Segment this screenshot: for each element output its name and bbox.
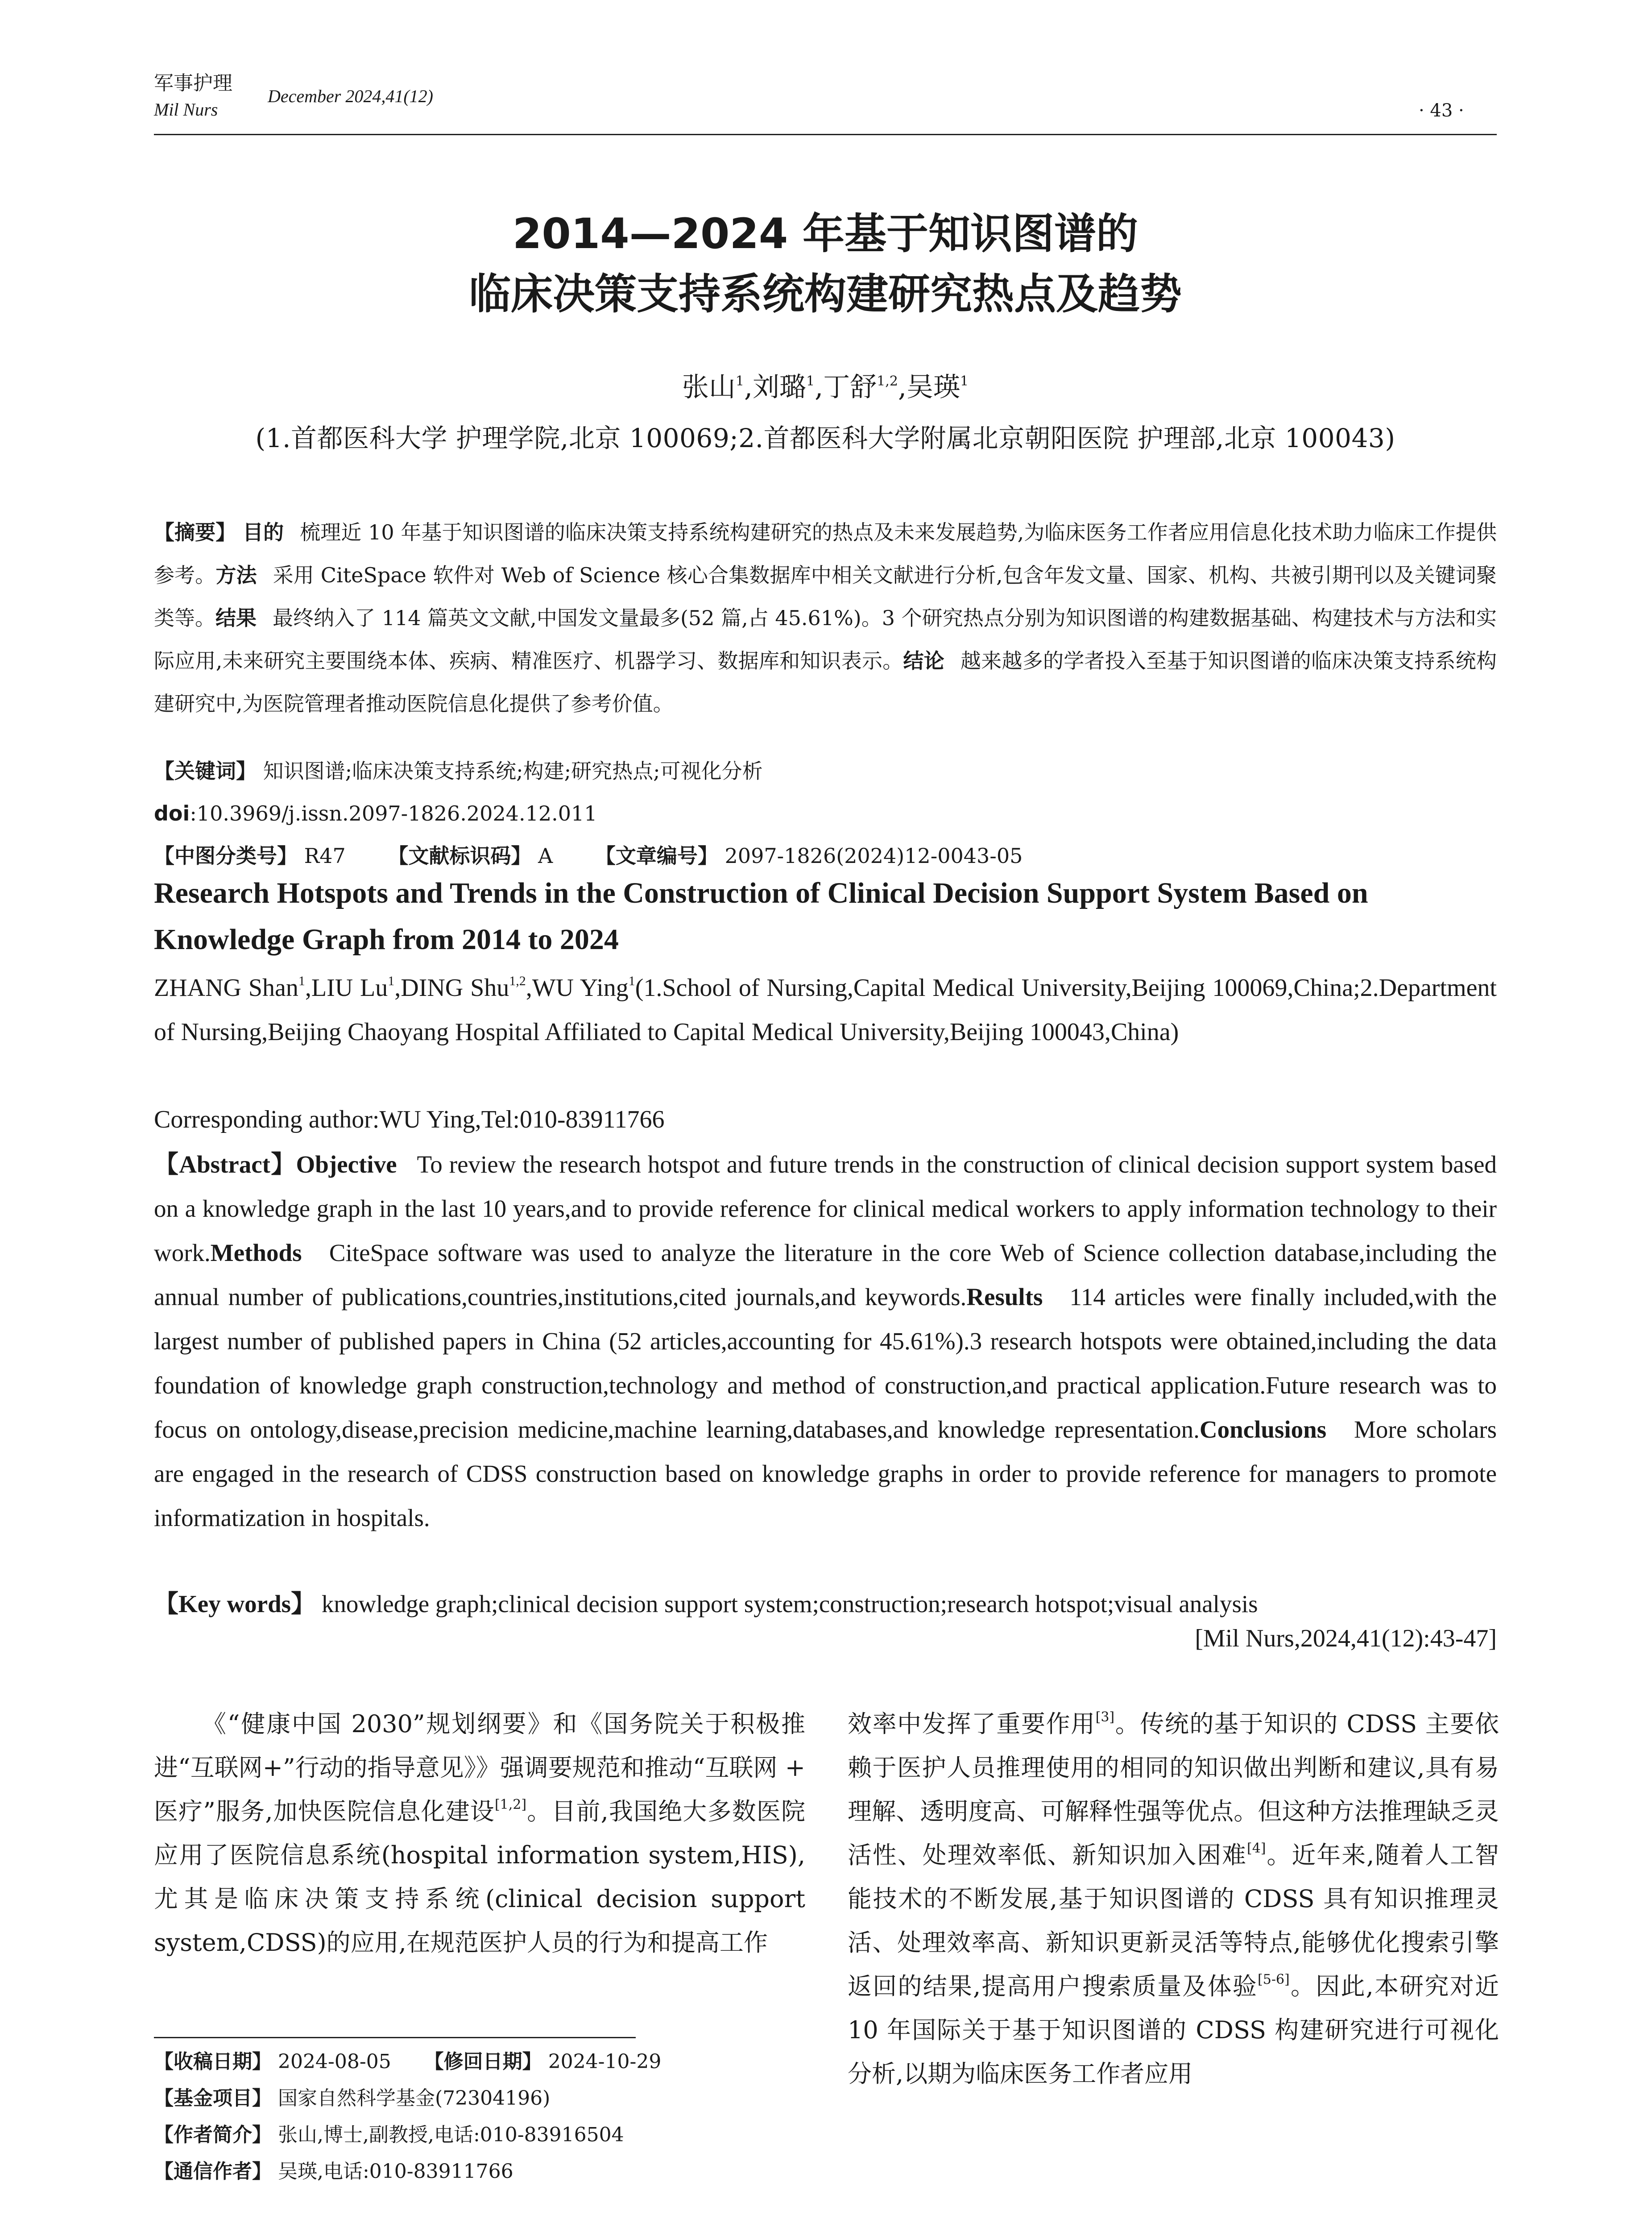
author-name-en: LIU Lu [311,974,388,1002]
reference-mark[interactable]: [4] [1246,1841,1266,1856]
doc-code-label: 【文献标识码】 [388,844,532,868]
received-date: 2024-08-05 [278,2050,391,2073]
results-label-en: Results [966,1283,1043,1310]
revised-date: 2024-10-29 [548,2050,662,2073]
abstract-en [154,1142,1497,1540]
body-text: 。目前,我国绝大多数医院应用了医院信息系统(hospital information system,HIS),尤其是临床决策支持系统(clinical decision support system,CDSS)的应用,在规范医护人员的行为和提高工作 [154,1797,805,1957]
author-name: 刘璐 [753,372,807,403]
methods-text-en: CiteSpace software was used to analyze the literature in the core Web of Science collection database,including the annual number of publications,countries,institutions,cited journals,and keywords. [154,1239,1497,1310]
doc-code-value: A [538,844,553,868]
author-affil-mark: 1 [960,373,969,389]
corresponding-value: 吴瑛,电话:010-83911766 [278,2160,513,2183]
affiliation-en: (1.School of Nursing,Capital Medical University,Beijing 100069,China;2.Department of Nursing,Beijing Chaoyang Hospital Affiliated to Capital Medical University,Beijing 100043,China) [154,974,1497,1046]
abstract-cn [154,511,1497,725]
citation-line: [Mil Nurs,2024,41(12):43-47] [1195,1625,1497,1652]
keywords-en-text: knowledge graph;clinical decision support system;construction;research hotspot;visual analysis [321,1590,1258,1617]
issue-info: December 2024,41(12) [268,86,433,106]
abstract-en-label: 【Abstract】 [154,1151,296,1178]
affiliation-cn: (1.首都医科大学 护理学院,北京 100069;2.首都医科大学附属北京朝阳医院 护理部,北京 100043) [255,423,1395,453]
fund-label: 【基金项目】 [154,2087,272,2110]
results-text-en: 114 articles were finally included,with the largest number of published papers in China (52 articles,accounting for 45.61%).3 research hotspots were obtained,including the data foundation of knowledge graph construction,technology and method of construction,and practical application.Future research was to focus on ontology,disease,precision medicine,machine learning,databases,and knowledge representation. [154,1283,1497,1443]
author-name-en: DING Shu [401,974,509,1002]
fund-value: 国家自然科学基金(72304196) [278,2087,551,2110]
keywords-cn-label: 【关键词】 [154,759,257,783]
author-name: 吴瑛 [907,372,961,403]
revised-label: 【修回日期】 [424,2050,542,2073]
author-affil-mark: 1 [735,373,744,389]
doi [154,792,1497,835]
author-affil-mark: 1,2 [509,974,526,988]
author-name: 丁舒 [823,372,877,403]
body-text: 《“健康中国 2030”规划纲要》和《国务院关于积极推进“互联网+”行动的指导意见》》强调要规范和推动“互联网 + 医疗”服务,加快医院信息化建设 [154,1710,805,1825]
body-column-right [848,1702,1499,2096]
doi-label: doi [154,801,190,825]
author-affil-mark: 1,2 [877,373,898,389]
author-bio-value: 张山,博士,副教授,电话:010-83916504 [278,2123,624,2146]
clc-value: R47 [304,844,346,868]
author-bio-label: 【作者简介】 [154,2123,272,2146]
conclusions-text-en: More scholars are engaged in the research of CDSS construction based on knowledge graphs in order to provide reference for managers to promote informatization in hospitals. [154,1416,1497,1531]
journal-name-en: Mil Nurs [154,100,218,120]
footnote-author [154,2117,805,2153]
author-affil-mark: 1 [298,974,305,988]
title-en: Research Hotspots and Trends in the Construction of Clinical Decision Support System Based on Knowledge Graph from 2014 to 2024 [154,877,1368,956]
conclusions-label-en: Conclusions [1199,1416,1327,1443]
reference-mark[interactable]: [5-6] [1258,1972,1290,1987]
title-cn-line1: 2014—2024 年基于知识图谱的 [513,210,1138,258]
reference-mark[interactable]: [3] [1095,1709,1115,1725]
title-cn-line2: 临床决策支持系统构建研究热点及趋势 [468,270,1182,319]
reference-mark[interactable]: [1,2] [494,1797,527,1812]
author-affil-mark: 1 [806,373,815,389]
article-no-value: 2097-1826(2024)12-0043-05 [725,844,1023,868]
clc-label: 【中图分类号】 [154,844,298,868]
results-label-cn: 结果 [215,606,257,630]
abstract-cn-label: 【摘要】 [154,520,236,544]
footnotes [154,2044,805,2190]
corresponding-author-en: Corresponding author:WU Ying,Tel:010-83911766 [154,1106,665,1133]
article-no-label: 【文章编号】 [595,844,718,868]
header-divider [154,134,1497,135]
received-label: 【收稿日期】 [154,2050,272,2073]
author-affil-mark: 1 [628,974,635,988]
page-number: · 43 · [1419,100,1464,121]
keywords-cn [154,750,1497,792]
footnote-fund [154,2080,805,2117]
methods-label-cn: 方法 [215,563,257,587]
footnote-dates [154,2044,805,2080]
authors-en: ZHANG Shan$^1$,LIU Lu$^1$,DING Shu$^{1,2}$,WU Ying$^1$(1.School of Nursing,Capital Medical University,Beijing 100069,China;2.Department of Nursing,Beijing Chaoyang Hospital Affiliated to Capital Medical University,Beijing 100043,China) [154,974,1497,1046]
body-text: 。近年来,随着人工智能技术的不断发展,基于知识图谱的 CDSS 具有知识推理灵活、处理效率高、新知识更新灵活等特点,能够优化搜索引擎返回的结果,提高用户搜索质量及体验 [848,1841,1499,2000]
conclusion-label-cn: 结论 [903,649,944,673]
authors-cn: 张山$^1$,刘璐$^1$,丁舒$^{1,2}$,吴瑛$^1$ [682,372,969,403]
footnote-corresponding [154,2153,805,2190]
objective-label-en: Objective [296,1151,397,1178]
footnote-divider [154,2037,636,2038]
body-column-left [154,1702,805,1965]
body-text: 效率中发挥了重要作用 [848,1710,1096,1738]
results-text-cn: 最终纳入了 114 篇英文文献,中国发文量最多(52 篇,占 45.61%)。3 个研究热点分别为知识图谱的构建数据基础、构建技术与方法和实际应用,未来研究主要围绕本体、疾病、精准医疗、机器学习、数据库和知识表示。 [154,606,1497,673]
objective-text-cn: 梳理近 10 年基于知识图谱的临床决策支持系统构建研究的热点及未来发展趋势,为临床医务工作者应用信息化技术助力临床工作提供参考。 [154,520,1497,587]
conclusion-text-cn: 越来越多的学者投入至基于知识图谱的临床决策支持系统构建研究中,为医院管理者推动医院信息化提供了参考价值。 [154,649,1497,716]
doi-value: :10.3969/j.issn.2097-1826.2024.12.011 [190,801,597,825]
author-name-en: ZHANG Shan [154,974,298,1002]
methods-label-en: Methods [210,1239,302,1266]
body-text: 。因此,本研究对近 10 年国际关于基于知识图谱的 CDSS 构建研究进行可视化分析,以期为临床医务工作者应用 [848,1972,1499,2088]
corresponding-label: 【通信作者】 [154,2160,272,2183]
author-name-en: WU Ying [532,974,629,1002]
body-text: 。传统的基于知识的 CDSS 主要依赖于医护人员推理使用的相同的知识做出判断和建议,具有易理解、透明度高、可解释性强等优点。但这种方法推理缺乏灵活性、处理效率低、新知识加入困难 [848,1710,1499,1869]
keywords-cn-text: 知识图谱;临床决策支持系统;构建;研究热点;可视化分析 [263,759,763,783]
methods-text-cn: 采用 CiteSpace 软件对 Web of Science 核心合集数据库中相关文献进行分析,包含年发文量、国家、机构、共被引期刊以及关键词聚类等。 [154,563,1497,630]
journal-name-cn: 军事护理 [154,72,232,95]
keywords-en-label: 【Key words】 [154,1590,316,1617]
author-name: 张山 [682,372,736,403]
author-affil-mark: 1 [388,974,395,988]
keywords-en [154,1582,1497,1626]
objective-text-en: To review the research hotspot and future trends in the construction of clinical decision support system based on a knowledge graph in the last 10 years,and to provide reference for clinical medical workers to apply information technology to their work. [154,1151,1497,1266]
objective-label-cn: 目的 [243,520,284,544]
